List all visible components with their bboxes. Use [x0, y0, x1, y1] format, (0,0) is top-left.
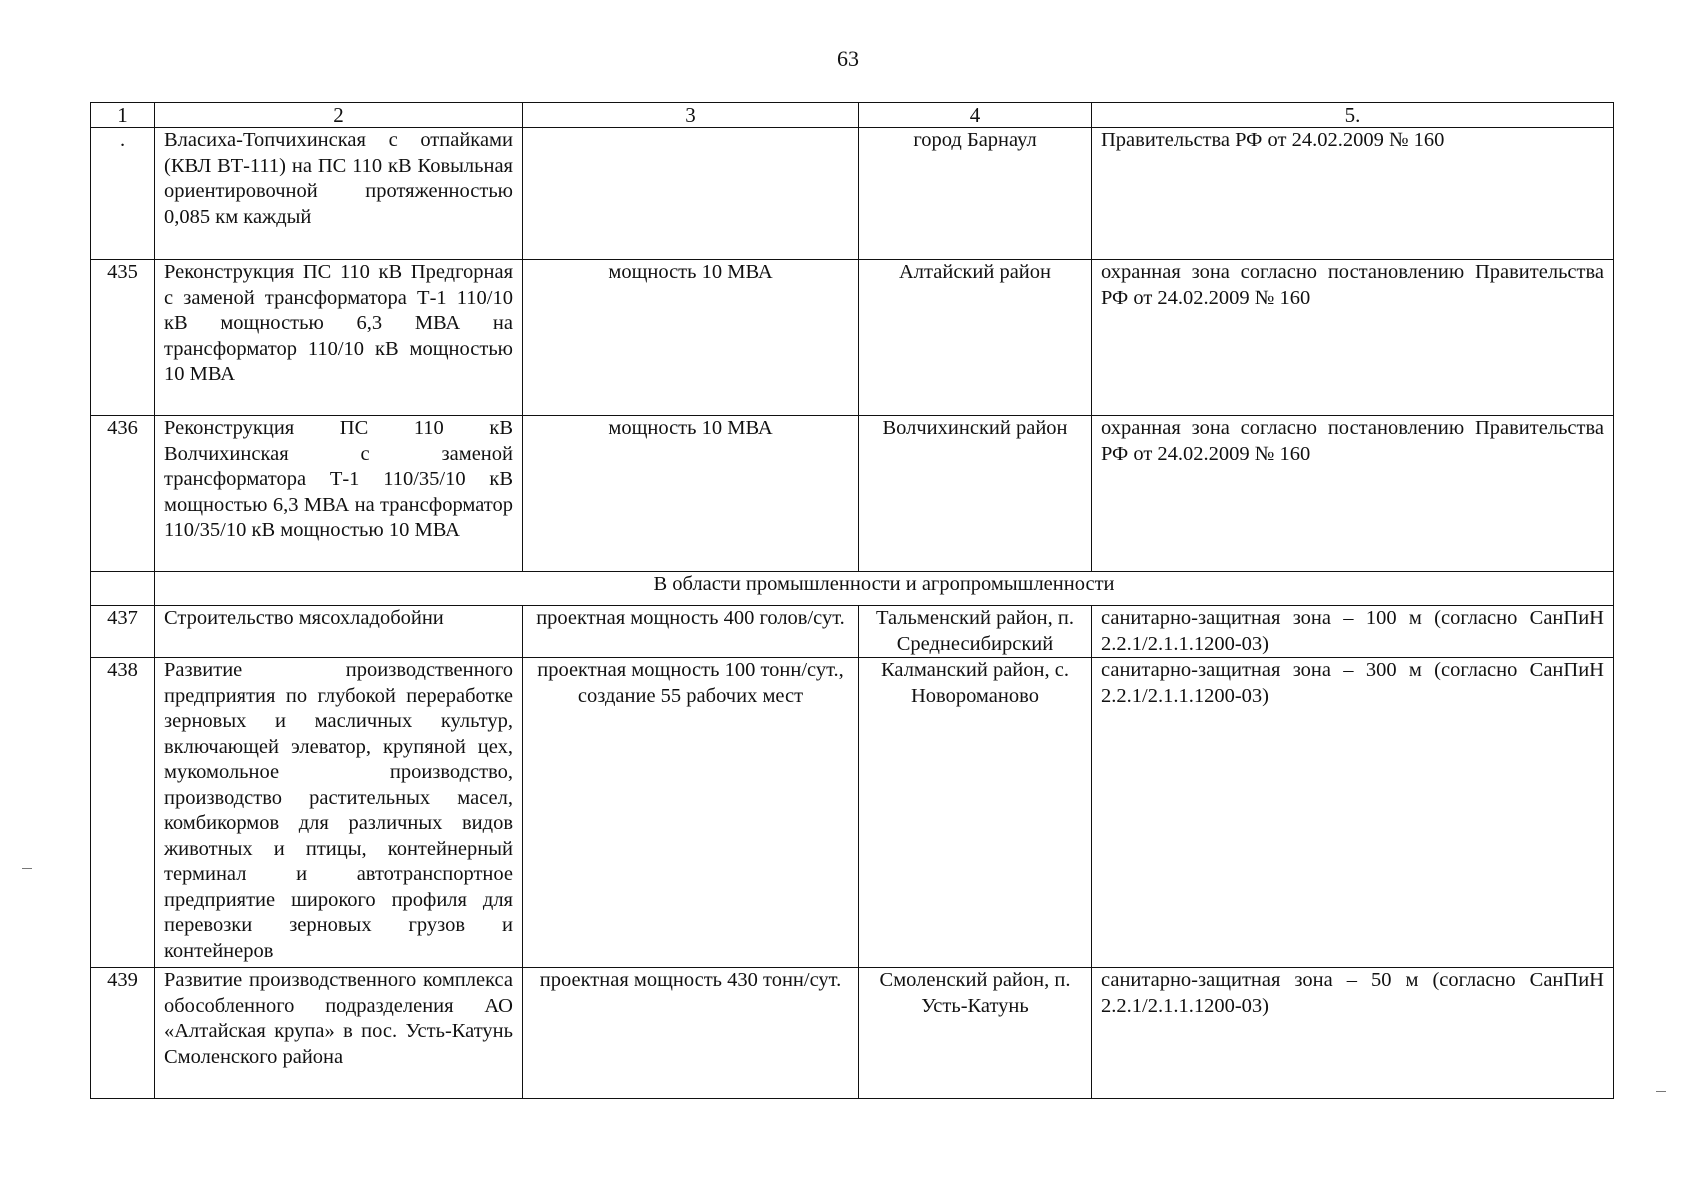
table-row: [91, 416, 1614, 572]
table-header-row: [91, 103, 1614, 128]
object-description: Реконструкция ПС 110 кВ Предгорная с заменой трансформатора Т-1 110/10 кВ мощностью 6,3 МВА на трансформатор 110/10 кВ мощностью 10 МВА: [155, 260, 523, 416]
scan-mark: [22, 868, 32, 869]
scan-mark: [1656, 1091, 1666, 1092]
table-row: [91, 260, 1614, 416]
column-header: 5.: [1092, 103, 1614, 128]
object-parameters: мощность 10 МВА: [523, 260, 859, 416]
protection-zone: охранная зона согласно постановлению Правительства РФ от 24.02.2009 № 160: [1092, 260, 1614, 416]
object-location: город Барнаул: [859, 128, 1092, 260]
object-parameters: проектная мощность 400 голов/сут.: [523, 606, 859, 658]
page-number: 63: [837, 46, 859, 71]
column-header: 4: [859, 103, 1092, 128]
section-number-cell: [91, 572, 155, 606]
protection-zone: санитарно-защитная зона – 50 м (согласно СанПиН 2.2.1/2.1.1.1200-03): [1092, 968, 1614, 1099]
object-location: Алтайский район: [859, 260, 1092, 416]
object-parameters: мощность 10 МВА: [523, 416, 859, 572]
table-row: [91, 606, 1614, 658]
row-number: 437: [91, 606, 155, 658]
protection-zone: санитарно-защитная зона – 300 м (согласно СанПиН 2.2.1/2.1.1.1200-03): [1092, 658, 1614, 968]
object-description: Развитие производственного предприятия по глубокой переработке зерновых и масличных культур, включающей элеватор, крупяной цех, мукомольное производство, производство растительных масел, комбикормов для различных видов животных и птицы, контейнерный терминал и автотранспортное предприятие широкого профиля для перевозки зерновых грузов и контейнеров: [155, 658, 523, 968]
document-table: [90, 102, 1614, 1099]
row-number: 439: [91, 968, 155, 1099]
object-location: Волчихинский район: [859, 416, 1092, 572]
table-row: [91, 968, 1614, 1099]
row-number: 438: [91, 658, 155, 968]
column-header: 3: [523, 103, 859, 128]
row-number: .: [91, 128, 155, 260]
protection-zone: охранная зона согласно постановлению Правительства РФ от 24.02.2009 № 160: [1092, 416, 1614, 572]
object-parameters: проектная мощность 430 тонн/сут.: [523, 968, 859, 1099]
object-description: Власиха-Топчихинская с отпайками (КВЛ ВТ-111) на ПС 110 кВ Ковыльная ориентировочной протяженностью 0,085 км каждый: [155, 128, 523, 260]
object-description: Строительство мясохладобойни: [155, 606, 523, 658]
object-parameters: проектная мощность 100 тонн/сут., создание 55 рабочих мест: [523, 658, 859, 968]
column-header: 2: [155, 103, 523, 128]
section-title: В области промышленности и агропромышленности: [155, 572, 1614, 606]
object-description: Развитие производственного комплекса обособленного подразделения АО «Алтайская крупа» в пос. Усть-Катунь Смоленского района: [155, 968, 523, 1099]
object-description: Реконструкция ПС 110 кВ Волчихинская с заменой трансформатора Т-1 110/35/10 кВ мощностью 6,3 МВА на трансформатор 110/35/10 кВ мощностью 10 МВА: [155, 416, 523, 572]
row-number: 435: [91, 260, 155, 416]
protection-zone: Правительства РФ от 24.02.2009 № 160: [1092, 128, 1614, 260]
object-location: Тальменский район, п. Среднесибирский: [859, 606, 1092, 658]
column-header: 1: [91, 103, 155, 128]
object-location: Смоленский район, п. Усть-Катунь: [859, 968, 1092, 1099]
table-row: [91, 658, 1614, 968]
object-location: Калманский район, с. Новоромановo: [859, 658, 1092, 968]
row-number: 436: [91, 416, 155, 572]
table-row: [91, 128, 1614, 260]
section-row: [91, 572, 1614, 606]
protection-zone: санитарно-защитная зона – 100 м (согласно СанПиН 2.2.1/2.1.1.1200-03): [1092, 606, 1614, 658]
object-parameters: [523, 128, 859, 260]
